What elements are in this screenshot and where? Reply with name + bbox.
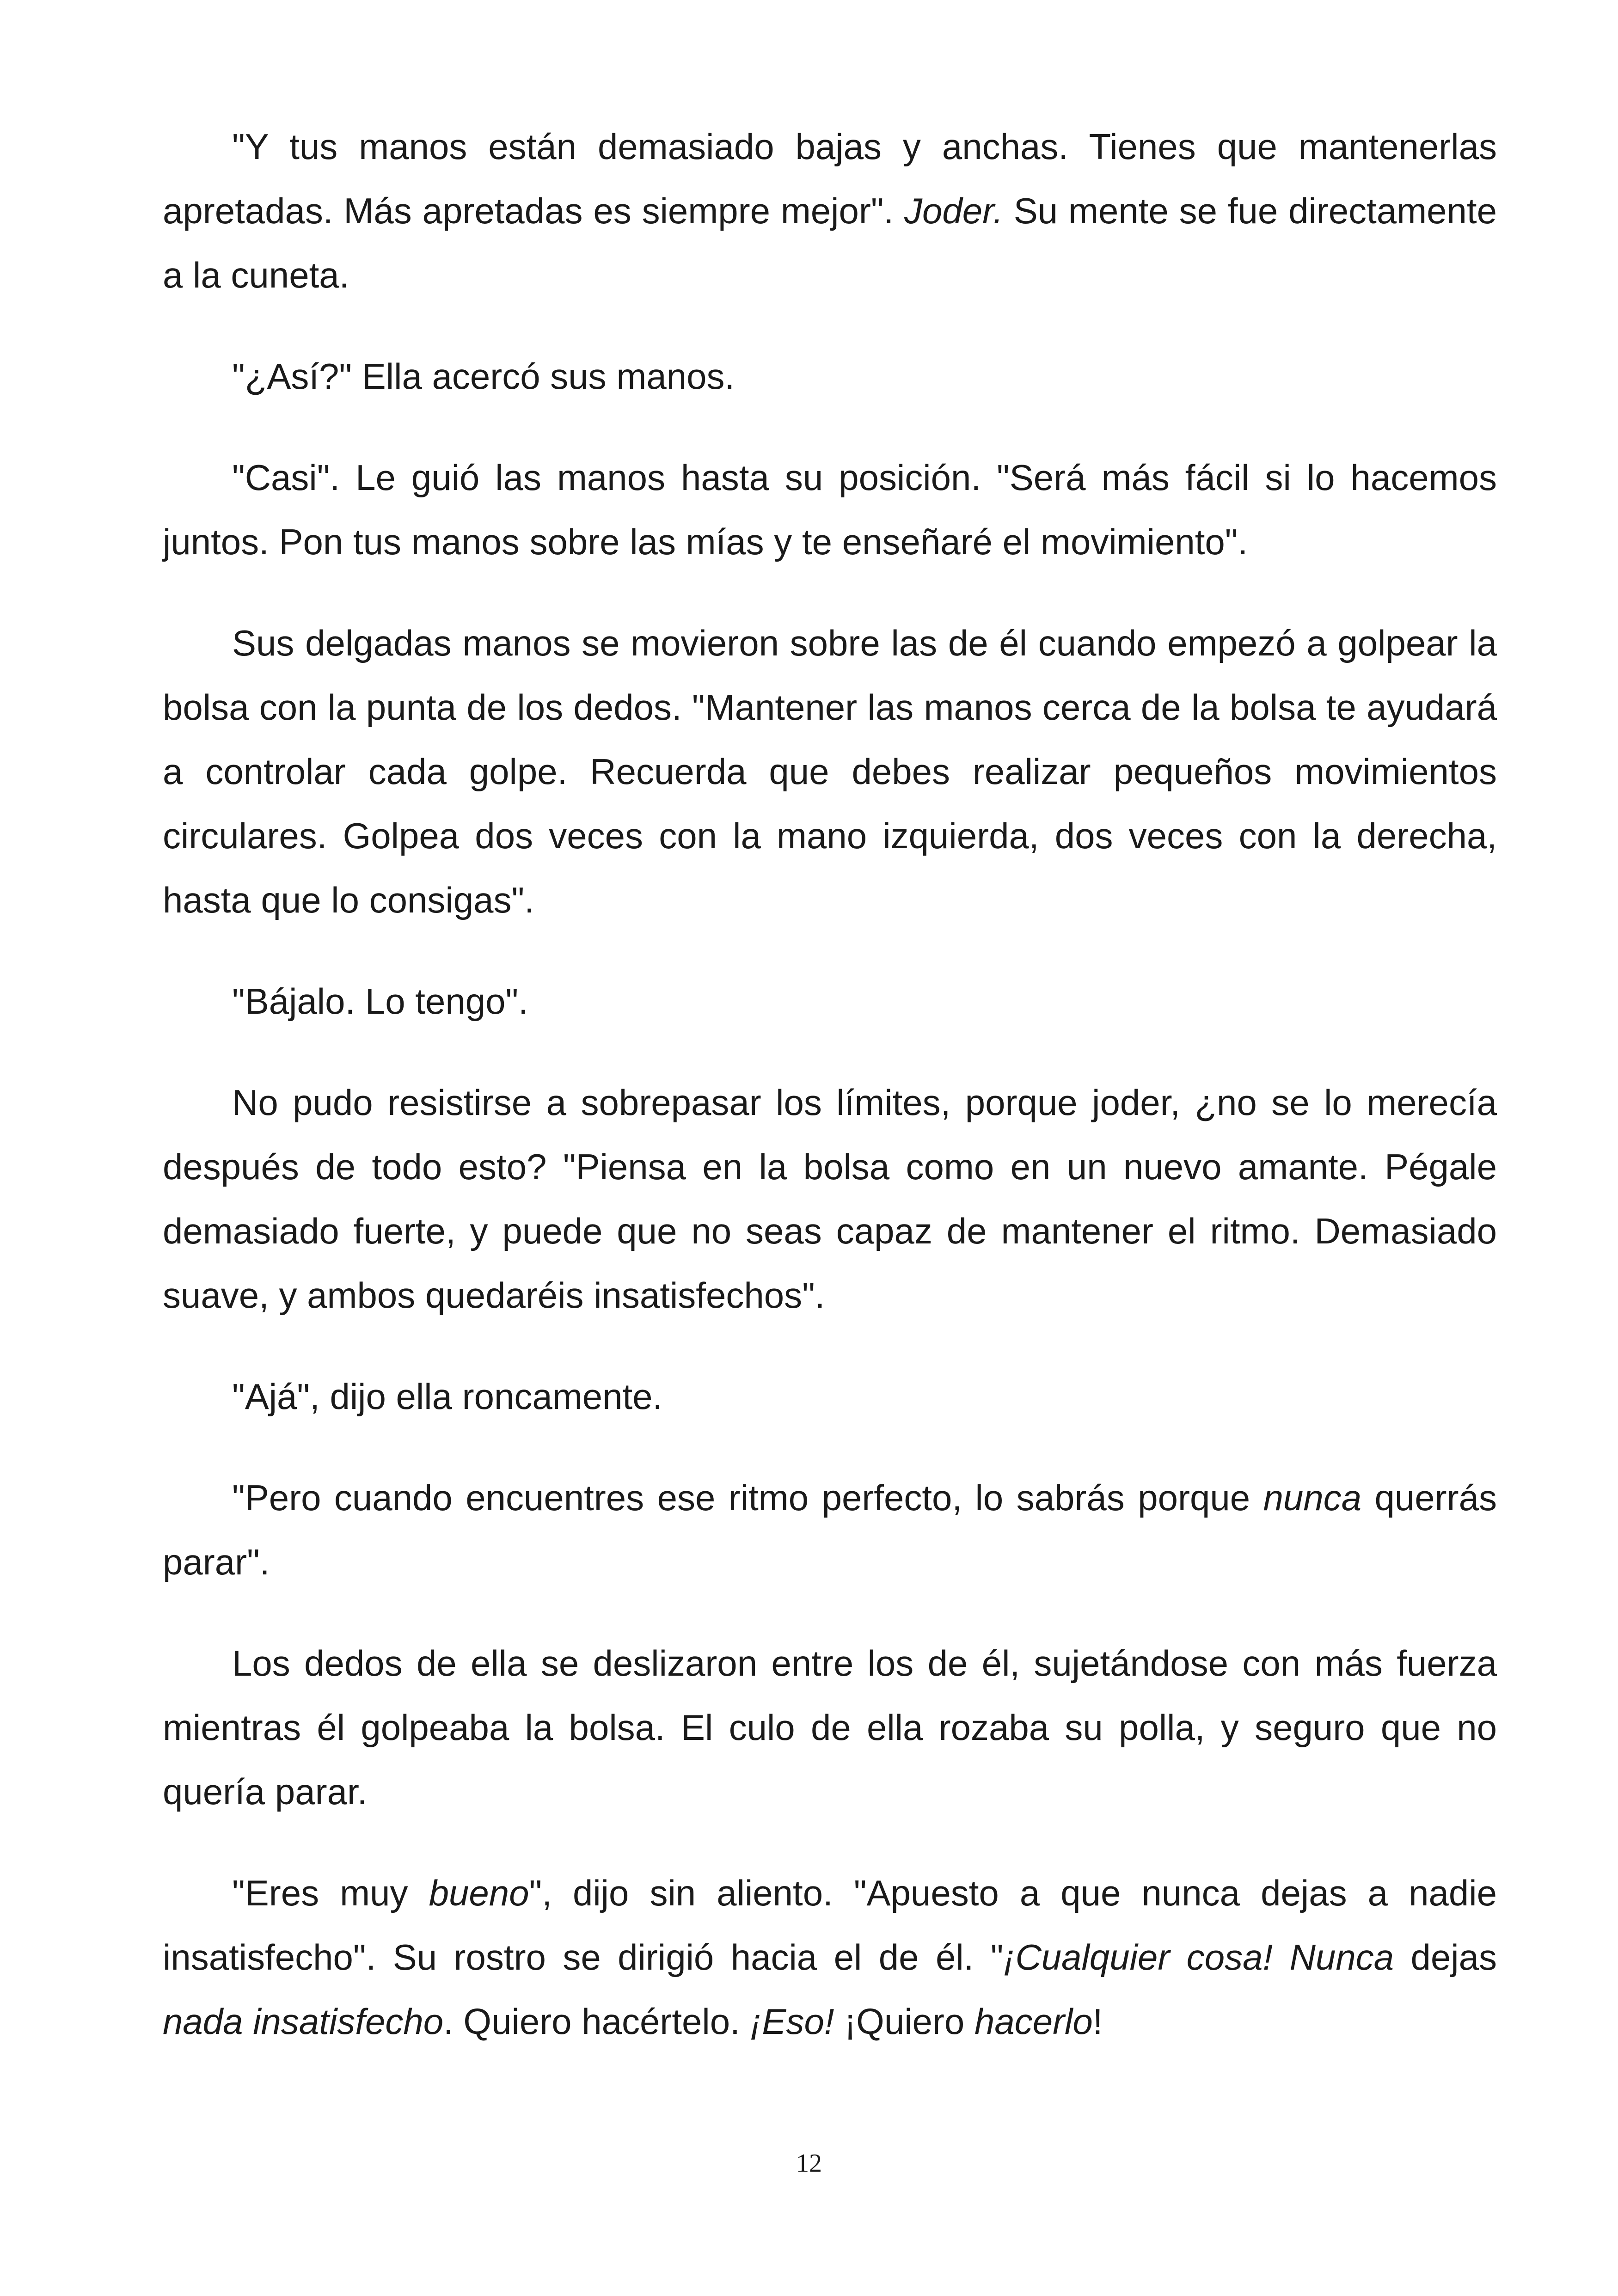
italic-text: nada insatisfecho (163, 2001, 444, 2042)
text-run: Los dedos de ella se deslizaron entre los de él, sujetándose con más fuerza mientras él golpeaba la bolsa. El culo de ella rozaba su polla, y seguro que no quería parar. (163, 1643, 1497, 1812)
paragraph (163, 1861, 1497, 2054)
text-run: "Casi". Le guió las manos hasta su posición. "Será más fácil si lo hacemos juntos. Pon tus manos sobre las mías y te enseñaré el movimiento". (163, 457, 1497, 562)
text-run: No pudo resistirse a sobrepasar los límites, porque joder, ¿no se lo merecía después de todo esto? "Piensa en la bolsa como en un nuevo amante. Pégale demasiado fuerte, y puede que no seas capaz de mantener el ritmo. Demasiado suave, y ambos quedaréis insatisfechos". (163, 1082, 1497, 1316)
text-run: Su mente se fue directamente a la cuneta. (163, 190, 1497, 295)
text-run: "Pero cuando encuentres ese ritmo perfecto, lo sabrás porque (232, 1477, 1263, 1518)
text-run: "Eres muy (232, 1873, 429, 1913)
paragraph (163, 1466, 1497, 1594)
text-run: dejas (1394, 1937, 1497, 1978)
italic-text: ¡Cualquier cosa! Nunca (1003, 1937, 1394, 1978)
text-run: . Quiero hacértelo. (443, 2001, 750, 2042)
paragraph (163, 969, 1497, 1034)
italic-text: nunca (1263, 1477, 1362, 1518)
italic-text: Joder. (904, 190, 1003, 231)
text-run: ! (1092, 2001, 1103, 2042)
paragraph (163, 446, 1497, 574)
italic-text: bueno (429, 1873, 529, 1913)
text-run: ¡Quiero (834, 2001, 974, 2042)
italic-text: ¡Eso! (750, 2001, 834, 2042)
text-run: "Ajá", dijo ella roncamente. (232, 1376, 663, 1417)
paragraph (163, 1365, 1497, 1429)
text-run: "Y tus manos están demasiado bajas y anchas. Tienes que mantenerlas apretadas. Más apretadas es siempre mejor". (163, 126, 1497, 231)
text-run: Sus delgadas manos se movieron sobre las de él cuando empezó a golpear la bolsa con la punta de los dedos. "Mantener las manos cerca de la bolsa te ayudará a controlar cada golpe. Recuerda que debes realizar pequeños movimientos circulares. Golpea dos veces con la mano izquierda, dos veces con la derecha, hasta que lo consigas". (163, 623, 1497, 920)
paragraph (163, 611, 1497, 932)
italic-text: hacerlo (974, 2001, 1093, 2042)
paragraph (163, 115, 1497, 307)
paragraph (163, 1071, 1497, 1328)
text-run: ", dijo sin aliento. "Apuesto a que nunca dejas a nadie insatisfecho". Su rostro se dirigió hacia el de él. " (163, 1873, 1497, 1978)
paragraph (163, 1631, 1497, 1824)
text-run: querrás parar". (163, 1477, 1497, 1582)
page-number: 12 (796, 2149, 822, 2178)
paragraph (163, 344, 1497, 409)
text-run: "¿Así?" Ella acercó sus manos. (232, 356, 735, 397)
body-text (163, 115, 1497, 2091)
text-run: "Bájalo. Lo tengo". (232, 981, 528, 1022)
